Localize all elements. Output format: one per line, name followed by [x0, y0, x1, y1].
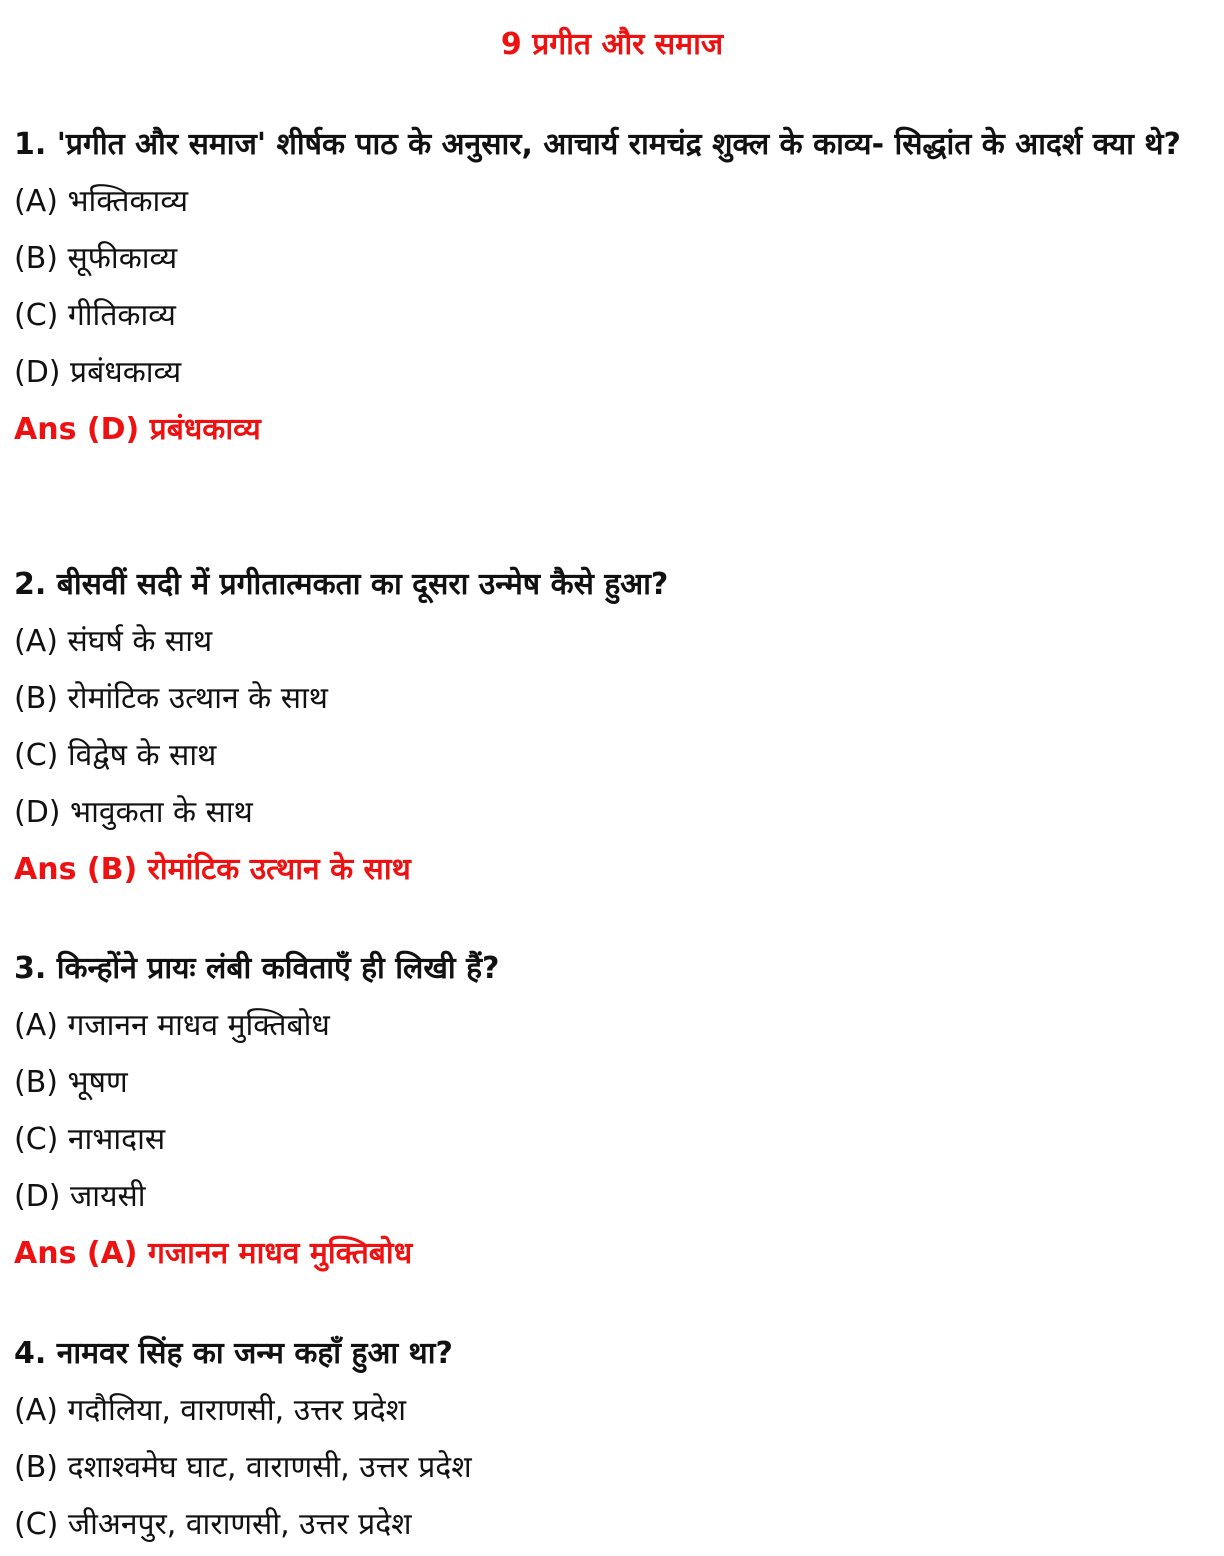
option-b: (B) सूफीकाव्य: [14, 241, 178, 276]
option-a: (A) गदौलिया, वाराणसी, उत्तर प्रदेश: [14, 1393, 407, 1428]
option-d: (D) भावुकता के साथ: [14, 795, 253, 830]
option-b: (B) रोमांटिक उत्थान के साथ: [14, 681, 328, 716]
question-text: 2. बीसवीं सदी में प्रगीतात्मकता का दूसरा उन्मेष कैसे हुआ?: [14, 567, 669, 602]
option-a: (A) गजानन माधव मुक्तिबोध: [14, 1008, 330, 1043]
option-c: (C) विद्वेष के साथ: [14, 738, 217, 773]
question-text: 3. किन्होंने प्रायः लंबी कविताएँ ही लिखी हैं?: [14, 951, 500, 986]
question-block-3: [14, 940, 1210, 1282]
answer-text: Ans (D) प्रबंधकाव्य: [14, 412, 261, 447]
question-block-4: [14, 1325, 1210, 1553]
option-b: (B) भूषण: [14, 1065, 128, 1100]
option-d: (D) प्रबंधकाव्य: [14, 355, 182, 390]
option-d: (D) जायसी: [14, 1179, 146, 1214]
option-b: (B) दशाश्वमेघ घाट, वाराणसी, उत्तर प्रदेश: [14, 1450, 472, 1485]
option-c: (C) गीतिकाव्य: [14, 298, 176, 333]
question-block-1: [14, 116, 1210, 458]
option-c: (C) नाभादास: [14, 1122, 166, 1157]
question-text: 1. 'प्रगीत और समाज' शीर्षक पाठ के अनुसार, आचार्य रामचंद्र शुक्ल के काव्य- सिद्धांत के आदर्श क्या थे?: [14, 127, 1181, 162]
question-text: 4. नामवर सिंह का जन्म कहाँ हुआ था?: [14, 1336, 453, 1371]
option-a: (A) भक्तिकाव्य: [14, 184, 188, 219]
option-c: (C) जीअनपुर, वाराणसी, उत्तर प्रदेश: [14, 1507, 412, 1542]
page-title: 9 प्रगीत और समाज: [500, 27, 724, 62]
option-a: (A) संघर्ष के साथ: [14, 624, 213, 659]
question-block-2: [14, 556, 1210, 898]
answer-text: Ans (A) गजानन माधव मुक्तिबोध: [14, 1236, 413, 1271]
answer-text: Ans (B) रोमांटिक उत्थान के साथ: [14, 852, 411, 887]
